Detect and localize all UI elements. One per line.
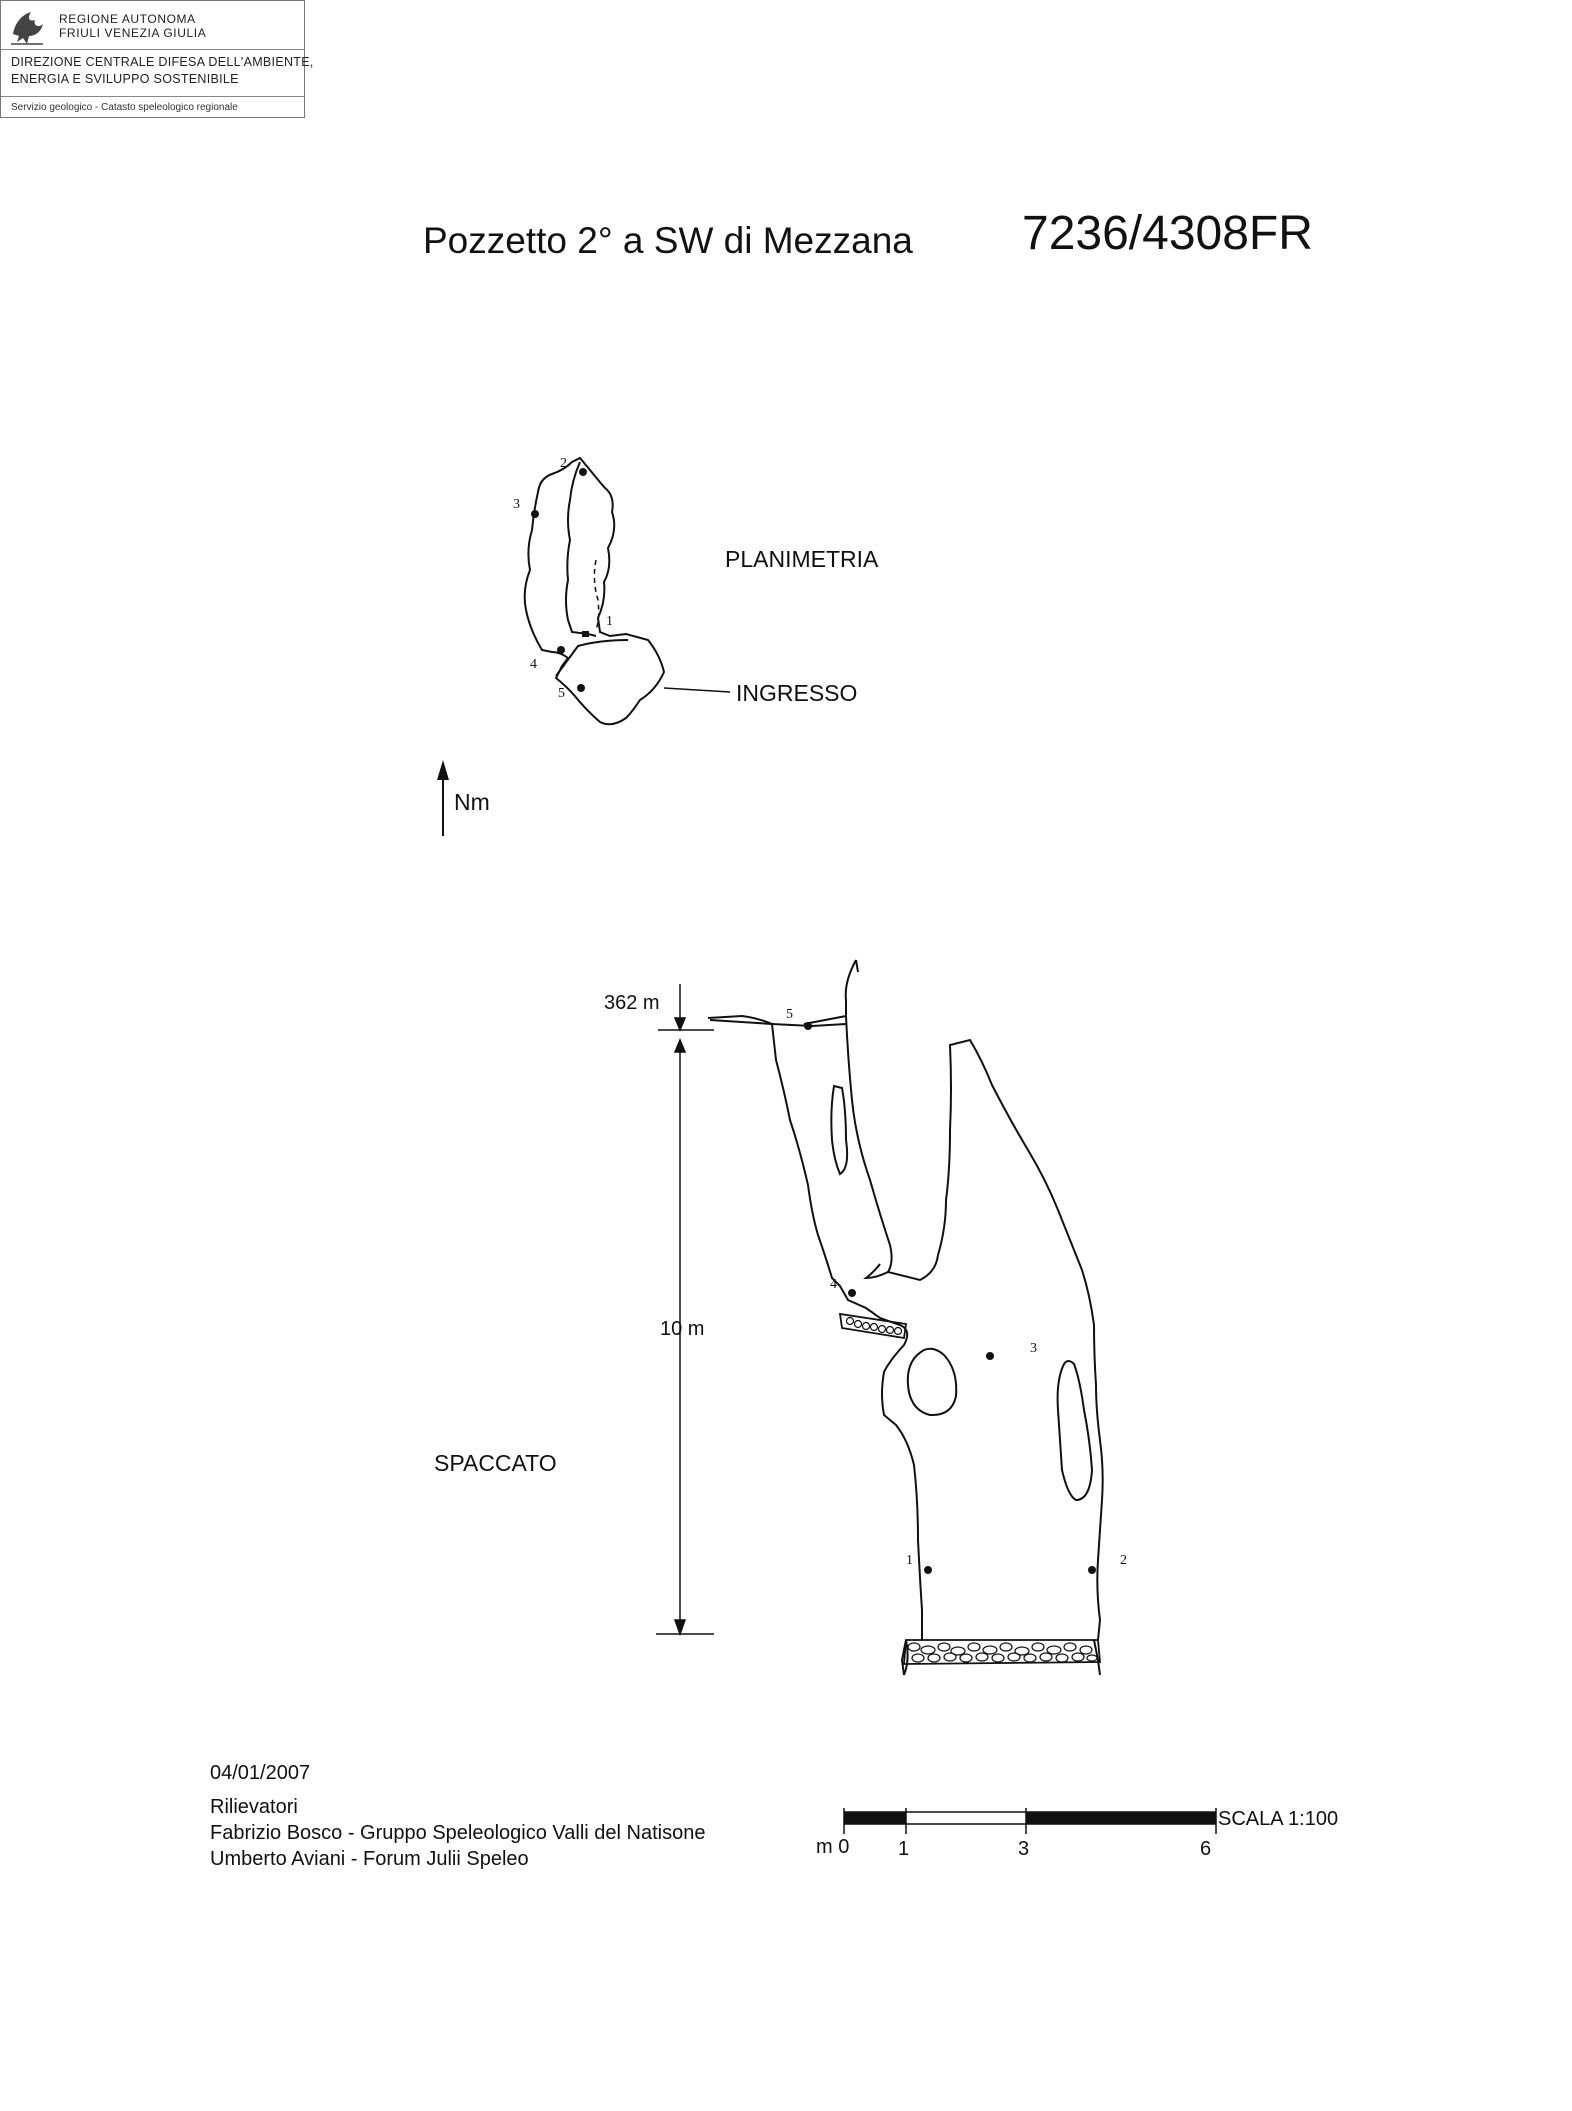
scale-label: SCALA 1:100 xyxy=(1218,1808,1339,1830)
elevation-label: 362 m xyxy=(604,992,660,1014)
section-station-4 xyxy=(848,1289,856,1297)
section-station-label-1: 1 xyxy=(906,1553,913,1568)
depth-dimension xyxy=(656,984,714,1634)
cave-code: 7236/4308FR xyxy=(1022,207,1313,260)
org-line1: REGIONE AUTONOMA xyxy=(59,12,196,26)
north-label: Nm xyxy=(454,789,490,815)
entrance-label: INGRESSO xyxy=(736,680,858,706)
dept-line1: DIREZIONE CENTRALE DIFESA DELL'AMBIENTE, xyxy=(11,55,314,69)
surveyor-2: Umberto Aviani - Forum Julii Speleo xyxy=(210,1848,529,1870)
plan-station-4 xyxy=(557,646,565,654)
entrance-leader-line xyxy=(664,688,730,692)
org-line2: FRIULI VENEZIA GIULIA xyxy=(59,26,207,40)
surveyor-1: Fabrizio Bosco - Gruppo Speleologico Valli del Natisone xyxy=(210,1822,706,1844)
scale-tick-6: 6 xyxy=(1200,1838,1212,1860)
plan-station-label-3: 3 xyxy=(513,497,520,512)
plan-station-label-2: 2 xyxy=(560,456,567,471)
north-arrow-icon xyxy=(437,760,449,836)
depth-label: 10 m xyxy=(660,1318,705,1340)
section-station-3 xyxy=(986,1352,994,1360)
section-station-2 xyxy=(1088,1566,1096,1574)
plan-stations xyxy=(531,468,589,692)
plan-outline xyxy=(525,458,664,724)
scale-unit-label: m 0 xyxy=(816,1836,850,1858)
plan-station-label-5: 5 xyxy=(558,686,565,701)
section-label: SPACCATO xyxy=(434,1450,557,1476)
service-name: Servizio geologico - Catasto speleologico regionale xyxy=(11,102,238,113)
section-station-label-2: 2 xyxy=(1120,1553,1127,1568)
cave-title: Pozzetto 2° a SW di Mezzana xyxy=(423,220,913,261)
section-station-label-3: 3 xyxy=(1030,1341,1037,1356)
plan-station-3 xyxy=(531,510,539,518)
plan-station-5 xyxy=(577,684,585,692)
section-station-1 xyxy=(924,1566,932,1574)
plan-station-2 xyxy=(579,468,587,476)
section-station-label-5: 5 xyxy=(786,1007,793,1022)
dept-line2: ENERGIA E SVILUPPO SOSTENIBILE xyxy=(11,72,239,86)
plan-station-label-4: 4 xyxy=(530,657,537,672)
scale-bar xyxy=(844,1808,1216,1834)
scale-tick-1: 1 xyxy=(898,1838,910,1860)
debris-floor xyxy=(904,1640,1100,1664)
section-station-5 xyxy=(804,1022,812,1030)
survey-date: 04/01/2007 xyxy=(210,1762,311,1784)
scale-tick-3: 3 xyxy=(1018,1838,1030,1860)
debris-ledge xyxy=(840,1314,906,1338)
plan-station-1 xyxy=(582,631,589,637)
section-station-labels xyxy=(786,1007,1127,1568)
surveyors-title: Rilievatori xyxy=(210,1796,298,1818)
section-station-label-4: 4 xyxy=(830,1277,837,1292)
plan-label: PLANIMETRIA xyxy=(725,546,879,572)
plan-station-label-1: 1 xyxy=(606,614,613,629)
